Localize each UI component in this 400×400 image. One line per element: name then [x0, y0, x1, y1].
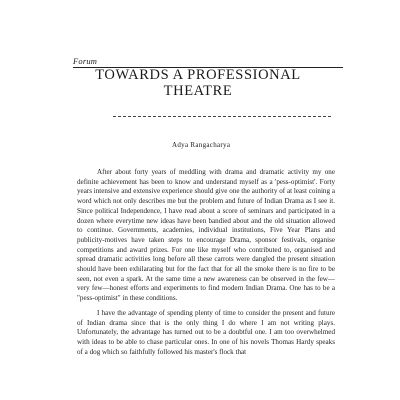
title-divider — [113, 116, 331, 117]
author-byline: Adya Rangacharya — [172, 141, 231, 149]
body-paragraph: After about forty years of meddling with drama and dramatic activity my one definite achievement has been to know and understand myself as a 'pess-optimist'. Forty years intensive and extensive experience should give one the authority of at least coining a word which not only describes me but the problem and future of Indian Drama as I see it. Since political Independence, I have read about a score of seminars and participated in a dozen where everytime new ideas have been bandied about and the old situation allowed to continue. Governments, academies, individual institutions, Five Year Plans and publicity-motives have taken steps to encourage Drama, sponsor festivals, organise competitions and award prizes. For one like myself who contributed to, organised and spread dramatic activities long before all these carrots were dangled the present situation should have been exhilarating but for the fact that for all the smoke there is no fire to be seen, not even a spark. At the same time a new awareness can be observed in the few—very few—honest efforts and experiments to find modern Indian Drama. One has to be a "pess-optimist" in these conditions. — [77, 168, 335, 303]
article-title: TOWARDS A PROFESSIONAL THEATRE — [95, 67, 301, 99]
body-paragraph: I have the advantage of spending plenty of time to consider the present and future of Indian drama since that is the only thing I do where I am not writing plays. Unfortunately, the advantage has turned out to be a doubtful one. I am too overwhelmed with ideas to be able to chase particular ones. In one of his novels Thomas Hardy speaks of a dog which so faithfully followed his master's flock that — [77, 308, 335, 356]
section-label: Forum — [73, 56, 98, 66]
article-body — [77, 168, 335, 357]
